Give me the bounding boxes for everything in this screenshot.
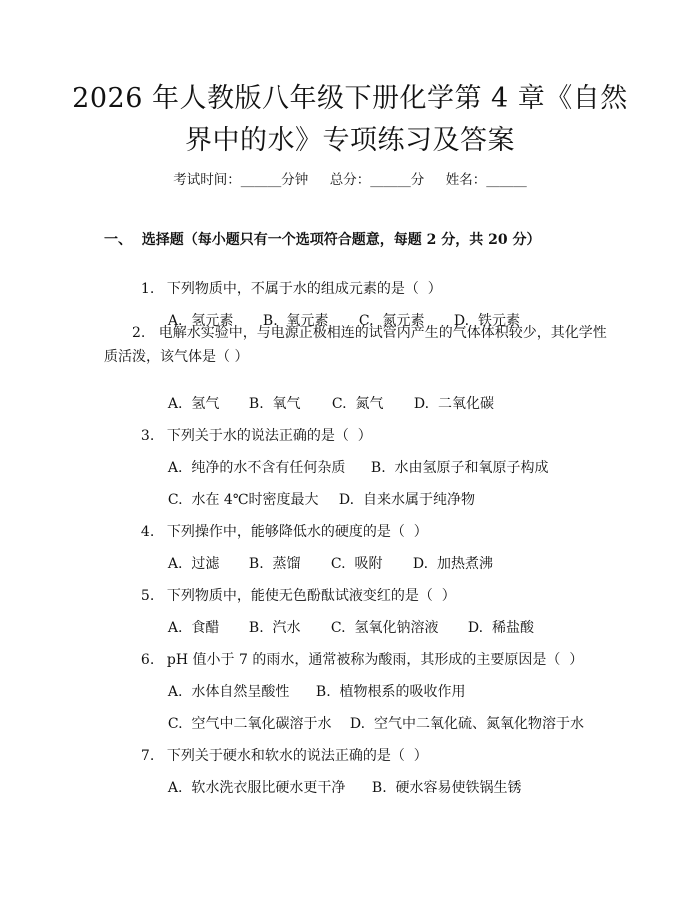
question-text: 下列物质中，能使无色酚酞试液变红的是（ ）	[166, 588, 456, 604]
question-number: 6.	[140, 652, 155, 668]
question-4-options	[159, 537, 493, 573]
question-number: 4.	[140, 524, 155, 540]
question-text: 下列物质中，不属于水的组成元素的是（ ）	[166, 281, 442, 297]
option-d: D. 稀盐酸	[467, 620, 534, 636]
option-a: A. 水体自然呈酸性	[167, 684, 290, 700]
question-text: 下列操作中，能够降低水的硬度的是（ ）	[166, 524, 428, 540]
title-line-1: 2026 年人教版八年级下册化学第 4 章《自然	[72, 83, 628, 114]
question-7	[132, 729, 428, 765]
question-number: 1.	[140, 281, 155, 297]
option-a: A. 纯净的水不含有任何杂质	[167, 460, 346, 476]
question-text: 电解水实验中，与电源正极相连的试管内产生的气体体积较少，其化学性质活泼，该气体是（ ）	[104, 325, 607, 365]
question-6	[132, 633, 583, 669]
question-number: 3.	[140, 428, 155, 444]
option-a: A. 食醋	[167, 620, 220, 636]
option-a: A. 软水洗衣服比硬水更干净	[167, 780, 346, 796]
question-number: 2.	[132, 325, 146, 341]
option-d: D. 加热煮沸	[412, 556, 493, 572]
option-a: A. 氢元素	[167, 313, 234, 329]
exam-info-line: 考试时间：______分钟 总分：______分 姓名：______	[173, 172, 527, 188]
option-b: B. 氧气	[248, 396, 301, 412]
option-d: D. 铁元素	[453, 313, 520, 329]
question-number: 5.	[140, 588, 155, 604]
question-3-options-row-2	[159, 473, 475, 509]
option-a: A. 过滤	[167, 556, 220, 572]
question-text: 下列关于水的说法正确的是（ ）	[166, 428, 372, 444]
option-b: B. 硬水容易使铁锅生锈	[371, 780, 522, 796]
option-d: D. 自来水属于纯净物	[338, 492, 475, 508]
question-text: pH 值小于 7 的雨水，通常被称为酸雨，其形成的主要原因是（ ）	[166, 652, 584, 668]
option-c: C. 水在 4℃时密度最大	[167, 492, 319, 508]
option-b: B. 植物根系的吸收作用	[315, 684, 466, 700]
option-b: B. 水由氢原子和氧原子构成	[370, 460, 549, 476]
option-c: C. 吸附	[330, 556, 383, 572]
question-6-options-row-2	[159, 697, 584, 733]
question-4	[132, 505, 428, 541]
section-heading: 一、 选择题（每小题只有一个选项符合题意，每题 2 分，共 20 分）	[104, 232, 541, 248]
question-5	[132, 569, 456, 605]
option-a: A. 氢气	[167, 396, 220, 412]
question-7-options	[159, 761, 522, 797]
question-1	[132, 262, 442, 298]
question-5-options	[159, 601, 534, 637]
option-d: D. 二氧化碳	[413, 396, 494, 412]
question-3-options-row-1	[159, 441, 549, 477]
option-d: D. 空气中二氧化硫、氮氧化物溶于水	[349, 716, 584, 732]
option-c: C. 氮气	[331, 396, 384, 412]
question-text: 下列关于硬水和软水的说法正确的是（ ）	[166, 748, 428, 764]
title-line-2: 界中的水》专项练习及答案	[185, 125, 515, 156]
question-number: 7.	[140, 748, 155, 764]
question-6-options-row-1	[159, 665, 466, 701]
option-c: C. 氢氧化钠溶液	[330, 620, 439, 636]
document-title	[60, 78, 640, 162]
option-c: C. 空气中二氧化碳溶于水	[167, 716, 332, 732]
option-b: B. 氧元素	[262, 313, 329, 329]
option-c: C. 氮元素	[358, 313, 425, 329]
question-3	[132, 409, 372, 445]
option-b: B. 蒸馏	[248, 556, 301, 572]
question-2	[104, 321, 614, 369]
option-b: B. 汽水	[248, 620, 301, 636]
question-2-options	[159, 377, 494, 413]
